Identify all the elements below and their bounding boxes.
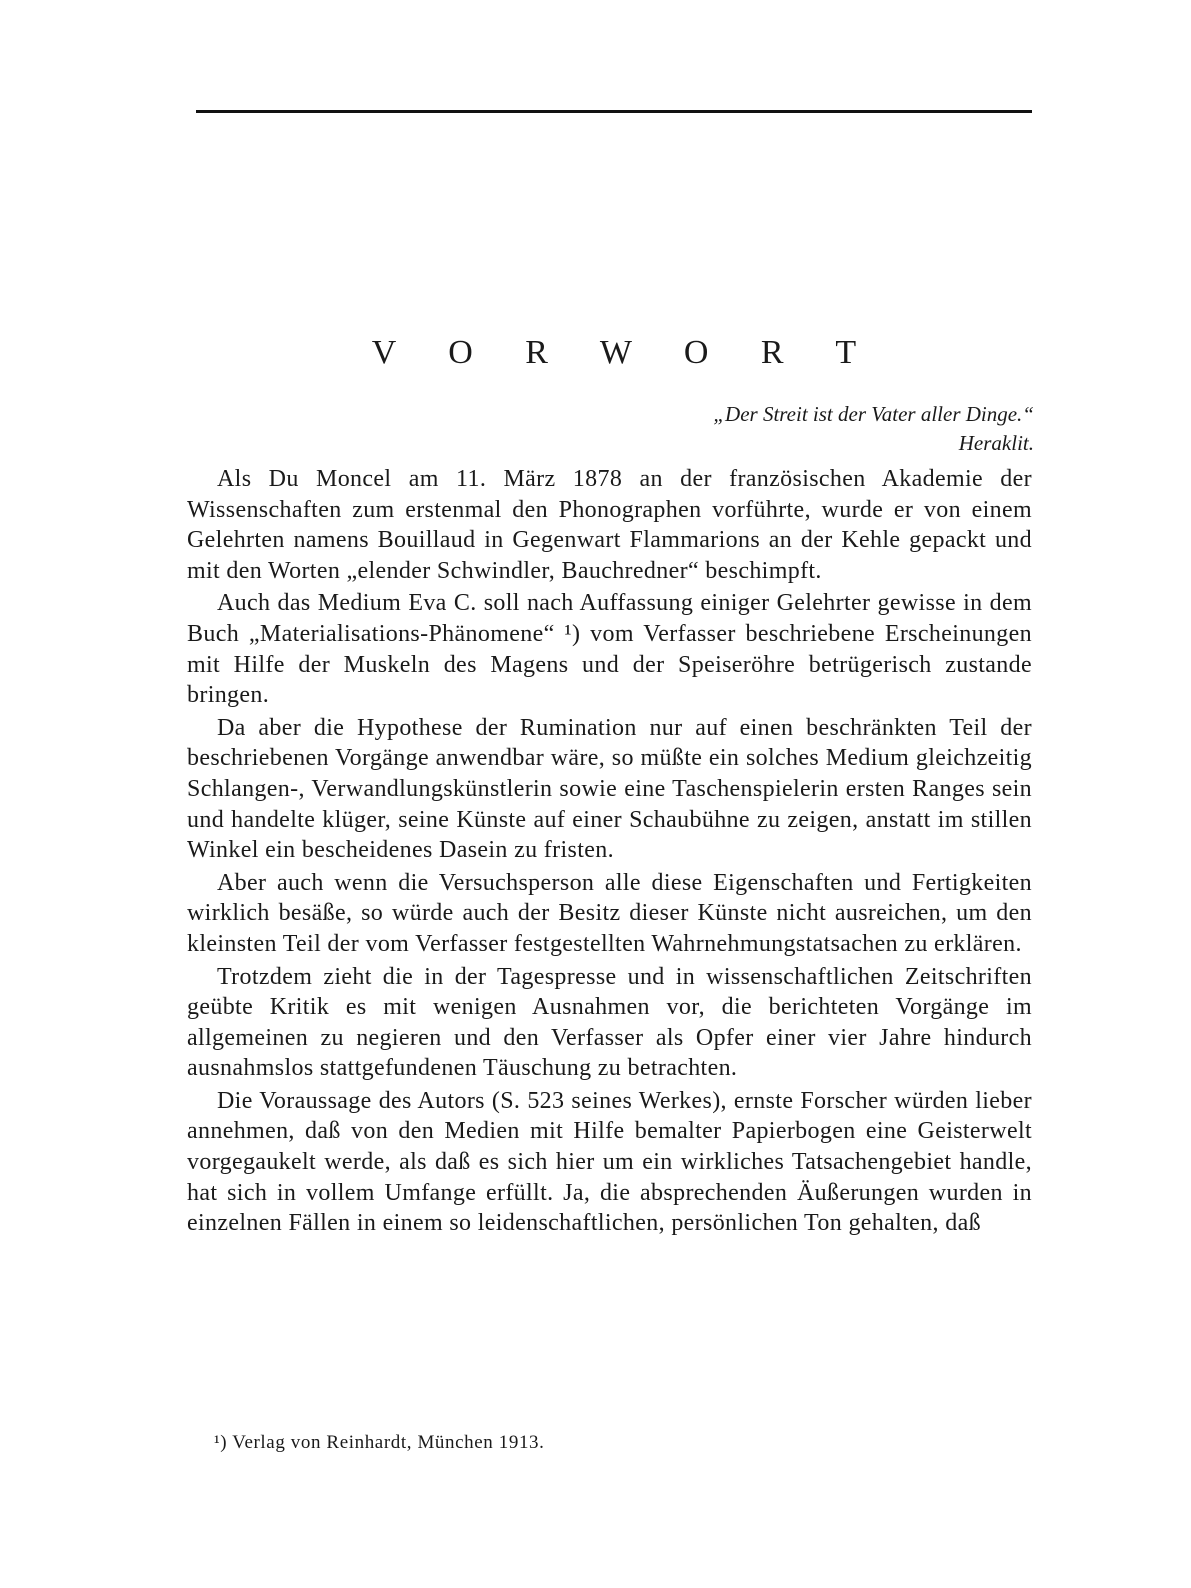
footnote: ¹) Verlag von Reinhardt, München 1913. xyxy=(214,1432,545,1453)
paragraph: Als Du Moncel am 11. März 1878 an der französischen Akademie der Wissenschaften zum erstenmal den Phonographen vorführte, wurde er von einem Gelehrten namens Bouillaud in Gegenwart Flammarions an der Kehle gepackt und mit den Worten „elender Schwindler, Bauchredner“ beschimpft. xyxy=(187,466,1032,584)
top-rule xyxy=(196,110,1032,113)
epigraph xyxy=(713,400,1034,458)
paragraph: Aber auch wenn die Versuchsperson alle diese Eigenschaften und Fertigkeiten wirklich besäße, so würde auch der Besitz dieser Künste nicht ausreichen, um den kleinsten Teil der vom Verfasser festgestellten Wahrnehmungstatsachen zu erklären. xyxy=(187,869,1032,957)
paragraph: Die Voraussage des Autors (S. 523 seines Werkes), ernste Forscher würden lieber annehmen, daß von den Medien mit Hilfe bemalter Papierbogen eine Geisterwelt vorgegaukelt werde, als daß es sich hier um ein wirkliches Tatsachengebiet handle, hat sich in vollem Umfange erfüllt. Ja, die absprechenden Äußerungen wurden in einzelnen Fällen in einem so leidenschaftlichen, persönlichen Ton gehalten, daß xyxy=(187,1087,1032,1237)
page-title: V O R W O R T xyxy=(371,333,879,371)
paragraph: Da aber die Hypothese der Rumination nur auf einen beschränkten Teil der beschriebenen Vorgänge anwendbar wäre, so müßte ein solches Medium gleichzeitig Schlangen-, Verwandlungskünstlerin sowie eine Taschenspielerin ersten Ranges sein und handelte klüger, seine Künste auf einer Schaubühne zu zeigen, anstatt im stillen Winkel ein bescheidenes Dasein zu fristen. xyxy=(187,714,1032,864)
body-text xyxy=(187,464,1032,1241)
paragraph: Auch das Medium Eva C. soll nach Auffassung einiger Gelehrter gewisse in dem Buch „Materialisations-Phänomene“ ¹) vom Verfasser beschriebene Erscheinungen mit Hilfe der Muskeln des Magens und der Speiseröhre betrügerisch zustande bringen. xyxy=(187,590,1032,709)
epigraph-quote: „Der Streit ist der Vater aller Dinge.“ xyxy=(713,402,1034,426)
epigraph-author: Heraklit. xyxy=(958,431,1034,455)
paragraph: Trotzdem zieht die in der Tagespresse und in wissenschaftlichen Zeitschriften geübte Kritik es mit wenigen Ausnahmen vor, die berichteten Vorgänge im allgemeinen zu negieren und den Verfasser als Opfer einer vier Jahre hindurch ausnahmslos stattgefundenen Täuschung zu betrachten. xyxy=(187,963,1032,1082)
